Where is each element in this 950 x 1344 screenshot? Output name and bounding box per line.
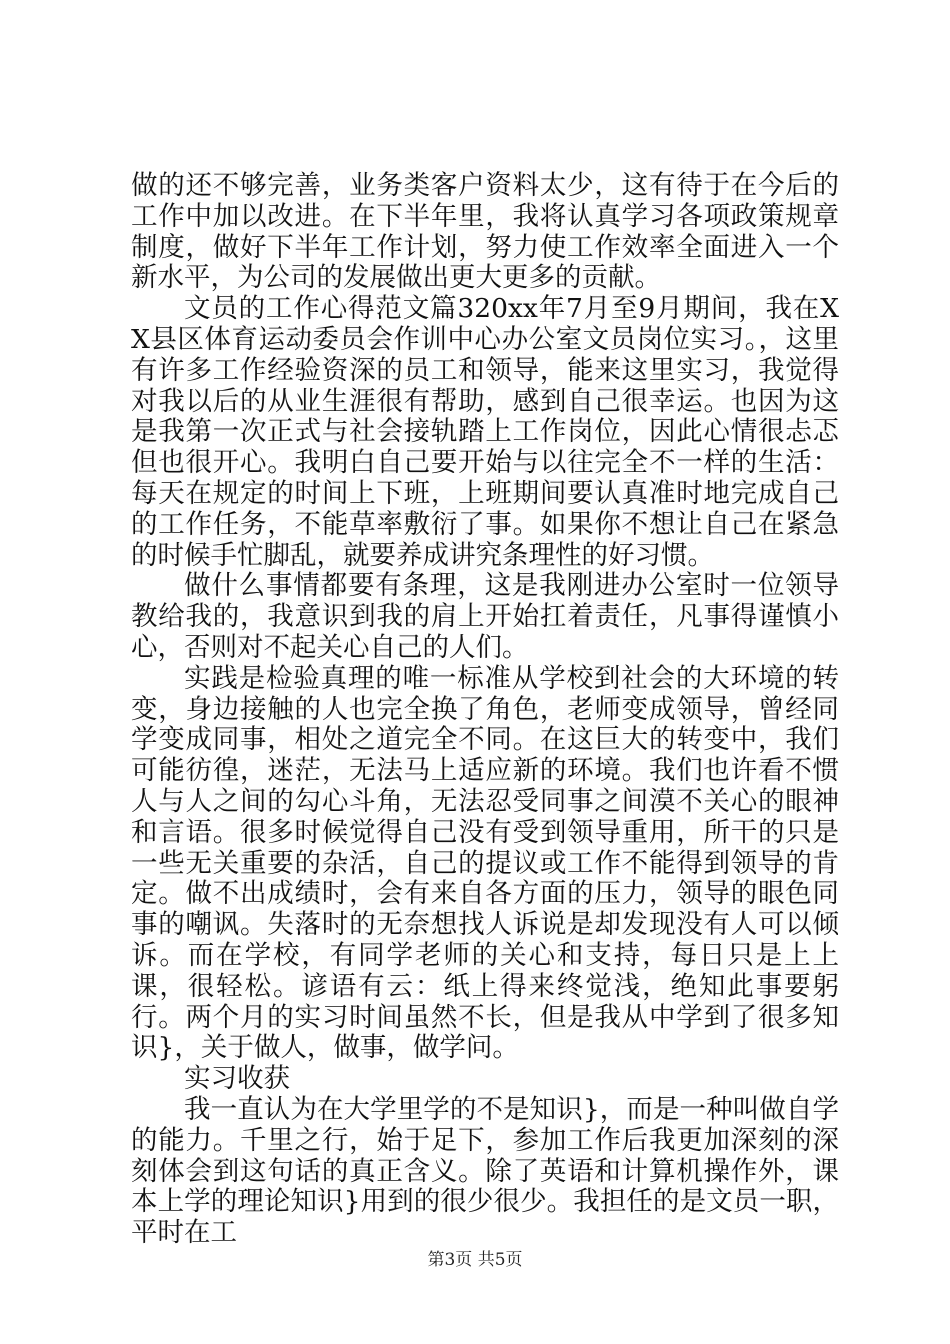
paragraph-1: 做的还不够完善，业务类客户资料太少，这有待于在今后的工作中加以改进。在下半年里，我将认真学习各项政策规章制度，做好下半年工作计划，努力使工作效率全面进入一个新水平，为公司的发展做出更大更多的贡献。	[131, 170, 839, 294]
paragraph-3: 做什么事情都要有条理，这是我刚进办公室时一位领导教给我的，我意识到我的肩上开始扛着责任，凡事得谨慎小心，否则对不起关心自己的人们。	[131, 570, 839, 663]
paragraph-4: 实践是检验真理的唯一标准从学校到社会的大环境的转变，身边接触的人也完全换了角色，老师变成领导，曾经同学变成同事，相处之道完全不同。在这巨大的转变中，我们可能彷徨，迷茫，无法马上适应新的环境。我们也许看不惯人与人之间的勾心斗角，无法忍受同事之间漠不关心的眼神和言语。很多时候觉得自己没有受到领导重用，所干的只是一些无关重要的杂活，自己的提议或工作不能得到领导的肯定。做不出成绩时，会有来自各方面的压力，领导的眼色同事的嘲讽。失落时的无奈想找人诉说是却发现没有人可以倾诉。而在学校，有同学老师的关心和支持，每日只是上上课，很轻松。谚语有云：纸上得来终觉浅，绝知此事要躬行。两个月的实习时间虽然不长，但是我从中学到了很多知识}，关于做人，做事，做学问。	[131, 662, 839, 1064]
section-heading: 实习收获	[184, 1063, 290, 1095]
page-footer: 第3页 共5页	[427, 1250, 523, 1270]
document-body	[131, 171, 839, 1249]
paragraph-5: 我一直认为在大学里学的不是知识}，而是一种叫做自学的能力。千里之行，始于足下，参加工作后我更加深刻的深刻体会到这句话的真正含义。除了英语和计算机操作外，课本上学的理论知识}用到的很少很少。我担任的是文员一职，平时在工	[131, 1093, 839, 1249]
paragraph-2: 文员的工作心得范文篇320xx年7月至9月期间，我在XX县区体育运动委员会作训中心办公室文员岗位实习。，这里有许多工作经验资深的员工和领导，能来这里实习，我觉得对我以后的从业生涯很有帮助，感到自己很幸运。也因为这是我第一次正式与社会接轨踏上工作岗位，因此心情很忐忑但也很开心。我明白自己要开始与以往完全不一样的生活：每天在规定的时间上下班，上班期间要认真准时地完成自己的工作任务，不能草率敷衍了事。如果你不想让自己在紧急的时候手忙脚乱，就要养成讲究条理性的好习惯。	[131, 293, 839, 571]
